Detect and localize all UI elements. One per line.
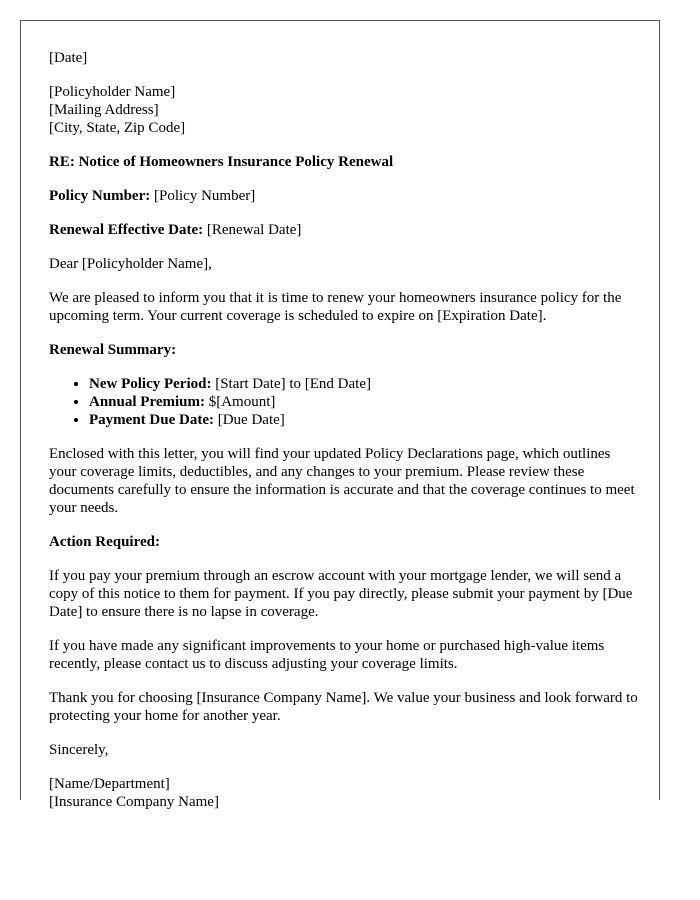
salutation: Dear [Policyholder Name], — [49, 256, 212, 272]
thanks-paragraph: Thank you for choosing [Insurance Company Name]. We value your business and look forward to protecting your home for another year. — [49, 690, 638, 724]
improvements-paragraph: If you have made any significant improvements to your home or purchased high-value items recently, please contact us to discuss adjusting your coverage limits. — [49, 638, 605, 672]
summary-item-value: [Due Date] — [217, 412, 285, 428]
summary-item-value: [Start Date] to [End Date] — [215, 376, 371, 392]
closing: Sincerely, — [49, 742, 109, 758]
action-heading-line — [49, 533, 639, 551]
intro-paragraph: We are pleased to inform you that it is time to renew your homeowners insurance policy for the upcoming term. Your current coverage is scheduled to expire on [Expiration Date]. — [49, 290, 622, 324]
policy-number-label: Policy Number: — [49, 188, 151, 204]
subject-text: RE: Notice of Homeowners Insurance Policy Renewal — [49, 154, 394, 170]
action-heading: Action Required: — [49, 534, 160, 550]
renewal-date-value: [Renewal Date] — [206, 222, 302, 238]
enclosed-paragraph: Enclosed with this letter, you will find your updated Policy Declarations page, which outlines your coverage limits, deductibles, and any changes to your premium. Please review these documents carefully to ensure the information is accurate and that the coverage continues to meet your needs. — [49, 446, 635, 516]
summary-item-value: $[Amount] — [208, 394, 276, 410]
payment-paragraph: If you pay your premium through an escrow account with your mortgage lender, we will send a copy of this notice to them for payment. If you pay directly, please submit your payment by [Due Date] to ensure there is no lapse in coverage. — [49, 568, 633, 620]
recipient-city-state-zip: [City, State, Zip Code] — [49, 120, 186, 136]
letter-body — [49, 49, 639, 811]
letter-page — [20, 20, 660, 810]
subject-line — [49, 153, 639, 171]
signature-block — [49, 775, 639, 811]
recipient-name: [Policyholder Name] — [49, 84, 176, 100]
summary-item-policy-period — [89, 375, 639, 393]
summary-item-payment-due — [89, 411, 639, 429]
summary-list — [49, 375, 639, 429]
signature-company: [Insurance Company Name] — [49, 794, 219, 810]
signature-name: [Name/Department] — [49, 776, 170, 792]
renewal-date-label: Renewal Effective Date: — [49, 222, 204, 238]
recipient-address: [Mailing Address] — [49, 102, 159, 118]
summary-item-label: New Policy Period: — [89, 376, 212, 392]
recipient-address-block — [49, 83, 639, 137]
policy-number-line — [49, 187, 639, 205]
summary-item-label: Payment Due Date: — [89, 412, 214, 428]
summary-heading: Renewal Summary: — [49, 342, 177, 358]
letter-date: [Date] — [49, 50, 88, 66]
renewal-date-line — [49, 221, 639, 239]
summary-item-annual-premium — [89, 393, 639, 411]
summary-item-label: Annual Premium: — [89, 394, 205, 410]
summary-heading-line — [49, 341, 639, 359]
policy-number-value: [Policy Number] — [153, 188, 256, 204]
